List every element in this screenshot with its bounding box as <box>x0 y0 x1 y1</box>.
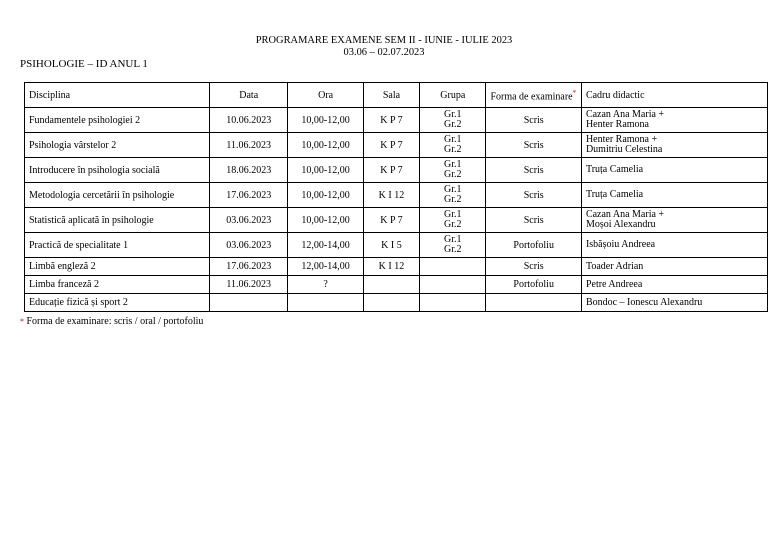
cell-data <box>209 183 287 208</box>
ora-text: 10,00-12,00 <box>301 114 350 126</box>
cell-sala <box>363 158 419 183</box>
cell-sala <box>363 133 419 158</box>
cell-grupa <box>420 108 486 133</box>
cell-disciplina <box>25 233 210 258</box>
cell-cadru <box>581 276 767 294</box>
cadru-line-2: Henter Ramona <box>585 119 649 130</box>
data-text: 17.06.2023 <box>226 261 272 272</box>
table-header-row <box>25 83 768 108</box>
cell-forma <box>486 233 582 258</box>
footnote-text: Forma de examinare: scris / oral / portofoliu <box>24 316 204 327</box>
cell-data <box>209 158 287 183</box>
cadru-line-2: Dumitriu Celestina <box>585 144 663 155</box>
cell-forma <box>486 133 582 158</box>
sala-text: K P 7 <box>380 214 403 226</box>
cell-ora <box>288 258 363 276</box>
sala-text: K P 7 <box>380 114 403 126</box>
grupa-2-text: Gr.2 <box>444 144 462 155</box>
forma-text: Portofoliu <box>513 279 554 290</box>
cadru-line-1: Truța Camelia <box>585 164 644 175</box>
table-row <box>25 133 768 158</box>
cadru-line-1: Toader Adrian <box>585 260 644 272</box>
ora-text: 12,00-14,00 <box>301 261 350 272</box>
cell-data <box>209 294 287 312</box>
forma-text: Scris <box>523 189 544 201</box>
forma-text: Scris <box>523 214 544 226</box>
disciplina-text: Limbă engleză 2 <box>29 261 96 272</box>
cell-forma <box>486 294 582 312</box>
forma-footnote-mark: * <box>572 88 577 97</box>
cell-grupa <box>420 158 486 183</box>
column-header-data: Data <box>209 83 287 108</box>
cell-data <box>209 208 287 233</box>
footnote <box>20 316 203 327</box>
data-text: 17.06.2023 <box>226 189 272 201</box>
forma-text: Scris <box>523 164 544 176</box>
cell-grupa <box>420 183 486 208</box>
footnote-mark: * <box>20 317 24 326</box>
grupa-2-text: Gr.2 <box>444 244 462 255</box>
cell-disciplina <box>25 158 210 183</box>
cell-ora <box>288 108 363 133</box>
document-title: PROGRAMARE EXAMENE SEM II - IUNIE - IULIE 2023 <box>255 34 513 46</box>
cell-sala <box>363 233 419 258</box>
table-row <box>25 233 768 258</box>
cell-ora <box>288 294 363 312</box>
forma-text: Scris <box>523 114 544 126</box>
exam-schedule-table <box>24 82 768 312</box>
disciplina-text: Educație fizică și sport 2 <box>29 297 128 308</box>
grupa-1-text: Gr.1 <box>444 159 462 170</box>
grupa-2-text: Gr.2 <box>444 219 462 230</box>
grupa-1-text: Gr.1 <box>444 234 462 245</box>
cell-forma <box>486 276 582 294</box>
cell-ora <box>288 208 363 233</box>
cadru-line-1: Truța Camelia <box>585 189 644 200</box>
grupa-2-text: Gr.2 <box>444 169 462 180</box>
cadru-line-1: Cazan Ana Maria + <box>585 209 665 220</box>
cell-cadru <box>581 133 767 158</box>
forma-text: Scris <box>523 139 544 151</box>
data-text: 11.06.2023 <box>226 139 272 151</box>
cadru-line-1: Petre Andreea <box>585 278 643 290</box>
cell-ora <box>288 233 363 258</box>
cell-cadru <box>581 158 767 183</box>
data-text: 03.06.2023 <box>226 214 272 226</box>
table-row <box>25 276 768 294</box>
cell-data <box>209 108 287 133</box>
cell-cadru <box>581 108 767 133</box>
cell-forma <box>486 208 582 233</box>
data-text: 18.06.2023 <box>226 164 272 176</box>
disciplina-text: Statistică aplicată în psihologie <box>29 214 154 226</box>
cell-forma <box>486 108 582 133</box>
data-text: 03.06.2023 <box>226 239 272 251</box>
sala-text: K I 5 <box>381 239 402 251</box>
cell-forma <box>486 258 582 276</box>
grupa-1-text: Gr.1 <box>444 134 462 145</box>
data-text: 11.06.2023 <box>226 279 272 290</box>
cell-data <box>209 233 287 258</box>
cell-disciplina <box>25 294 210 312</box>
cell-ora <box>288 183 363 208</box>
grupa-2-text: Gr.2 <box>444 119 462 130</box>
cell-grupa <box>420 133 486 158</box>
forma-text: Scris <box>523 261 544 272</box>
cell-forma <box>486 183 582 208</box>
program-label: PSIHOLOGIE – ID ANUL 1 <box>20 58 148 70</box>
disciplina-text: Fundamentele psihologiei 2 <box>29 114 141 126</box>
cell-disciplina <box>25 276 210 294</box>
cadru-line-1: Isbășoiu Andreea <box>585 239 656 250</box>
table-row <box>25 158 768 183</box>
ora-text: 12,00-14,00 <box>301 239 350 251</box>
ora-text: 10,00-12,00 <box>301 139 350 151</box>
column-header-grupa: Grupa <box>420 83 486 108</box>
column-header-sala: Sala <box>363 83 419 108</box>
cell-sala <box>363 294 419 312</box>
cell-sala <box>363 183 419 208</box>
column-header-disciplina: Disciplina <box>25 83 210 108</box>
cell-cadru <box>581 258 767 276</box>
sala-text: K I 12 <box>378 189 405 201</box>
sala-text: K I 12 <box>378 261 405 272</box>
grupa-1-text: Gr.1 <box>444 184 462 195</box>
disciplina-text: Limba franceză 2 <box>29 279 99 290</box>
table-row <box>25 258 768 276</box>
cell-sala <box>363 276 419 294</box>
cadru-line-1: Henter Ramona + <box>585 134 658 145</box>
ora-text: ? <box>323 279 328 290</box>
disciplina-text: Introducere în psihologia socială <box>29 164 160 176</box>
disciplina-text: Metodologia cercetării în psihologie <box>29 189 175 201</box>
cell-grupa <box>420 233 486 258</box>
table-body <box>25 108 768 312</box>
ora-text: 10,00-12,00 <box>301 189 350 201</box>
sala-text: K P 7 <box>380 164 403 176</box>
cell-cadru <box>581 208 767 233</box>
disciplina-text: Practică de specialitate 1 <box>29 239 129 251</box>
cell-disciplina <box>25 208 210 233</box>
cadru-line-1: Bondoc – Ionescu Alexandru <box>585 296 703 308</box>
grupa-2-text: Gr.2 <box>444 194 462 205</box>
cell-sala <box>363 108 419 133</box>
grupa-1-text: Gr.1 <box>444 109 462 120</box>
cell-ora <box>288 133 363 158</box>
cell-grupa <box>420 294 486 312</box>
cell-ora <box>288 276 363 294</box>
cell-sala <box>363 258 419 276</box>
cell-disciplina <box>25 258 210 276</box>
cell-cadru <box>581 183 767 208</box>
cell-ora <box>288 158 363 183</box>
ora-text: 10,00-12,00 <box>301 164 350 176</box>
cell-grupa <box>420 258 486 276</box>
cell-data <box>209 133 287 158</box>
forma-text: Portofoliu <box>513 239 554 251</box>
exam-period: 03.06 – 02.07.2023 <box>343 46 425 58</box>
cell-disciplina <box>25 108 210 133</box>
cadru-line-2: Moșoi Alexandru <box>585 219 656 230</box>
forma-label: Forma de examinare <box>490 91 573 103</box>
cell-disciplina <box>25 133 210 158</box>
column-header-cadru: Cadru didactic <box>581 83 767 108</box>
cell-grupa <box>420 208 486 233</box>
table-row <box>25 183 768 208</box>
ora-text: 10,00-12,00 <box>301 214 350 226</box>
grupa-1-text: Gr.1 <box>444 209 462 220</box>
column-header-forma <box>486 83 582 108</box>
cell-cadru <box>581 294 767 312</box>
cell-data <box>209 258 287 276</box>
column-header-ora: Ora <box>288 83 363 108</box>
disciplina-text: Psihologia vârstelor 2 <box>29 139 117 151</box>
cell-grupa <box>420 276 486 294</box>
table-row <box>25 108 768 133</box>
sala-text: K P 7 <box>380 139 403 151</box>
table-row <box>25 208 768 233</box>
data-text: 10.06.2023 <box>226 114 272 126</box>
cell-disciplina <box>25 183 210 208</box>
cell-cadru <box>581 233 767 258</box>
cell-sala <box>363 208 419 233</box>
table-row <box>25 294 768 312</box>
cell-forma <box>486 158 582 183</box>
cadru-line-1: Cazan Ana Maria + <box>585 109 665 120</box>
cell-data <box>209 276 287 294</box>
